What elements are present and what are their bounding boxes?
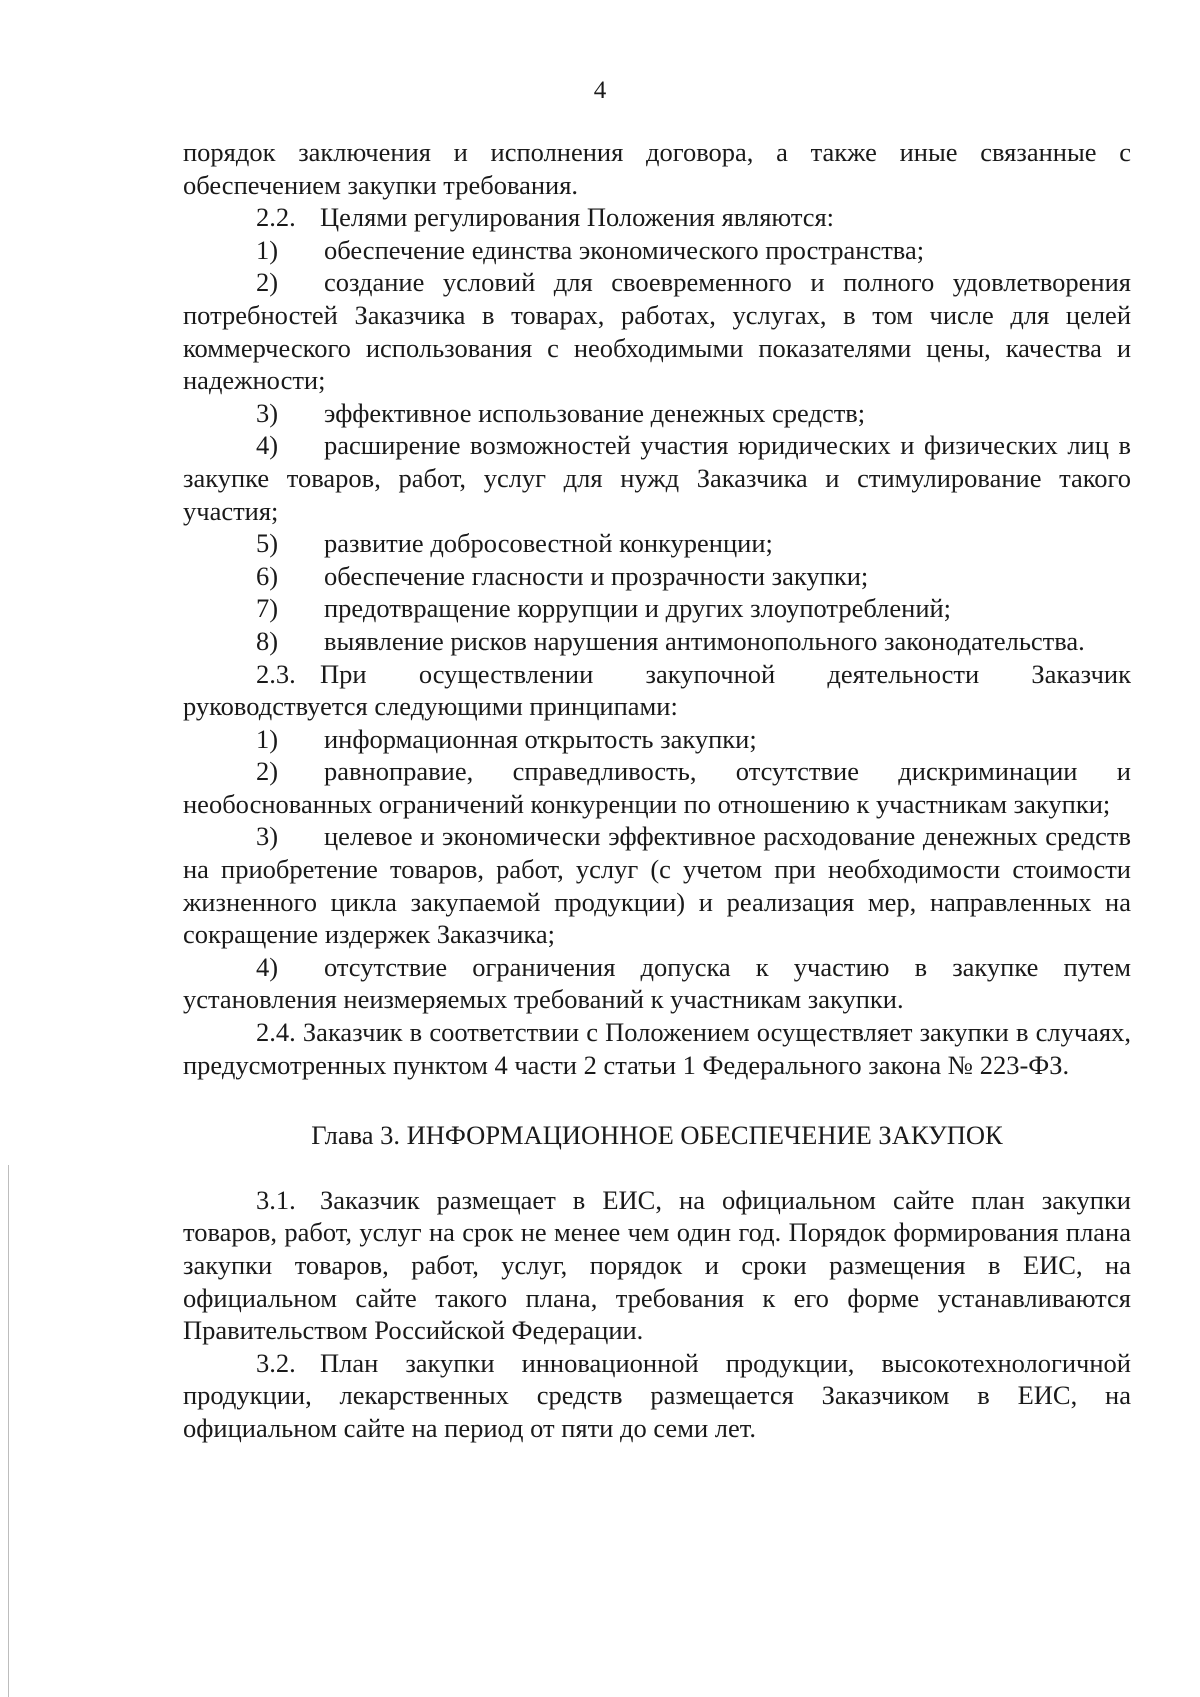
list-item-text: целевое и экономически эффективное расходование денежных средств на приобретение товаров, работ, услуг (с учетом при необходимости стоимости жизненного цикла закупаемой продукции) и реализация мер, направленных на сокращение издержек Заказчика; — [183, 821, 1131, 950]
list-item — [183, 560, 1131, 593]
list-item-text: эффективное использование денежных средств; — [324, 397, 866, 428]
chapter-title: Глава 3. ИНФОРМАЦИОННОЕ ОБЕСПЕЧЕНИЕ ЗАКУПОК — [311, 1120, 1003, 1151]
paragraph — [183, 1347, 1131, 1445]
page-number: 4 — [593, 77, 607, 104]
list-item-text: развитие добросовестной конкуренции; — [324, 528, 773, 559]
list-item-text: выявление рисков нарушения антимонопольного законодательства. — [324, 625, 1085, 656]
list-item-text: обеспечение гласности и прозрачности закупки; — [324, 560, 869, 591]
list-item-text: равноправие, справедливость, отсутствие дискриминации и необоснованных ограничений конкуренции по отношению к участникам закупки; — [183, 756, 1131, 819]
scan-edge-line — [8, 1165, 9, 1697]
list-item — [183, 755, 1131, 820]
paragraph-text: порядок заключения и исполнения договора, а также иные связанные с обеспечением закупки требования. — [183, 137, 1131, 200]
list-item-text: обеспечение единства экономического пространства; — [324, 234, 925, 265]
list-item-number: 1) — [256, 723, 279, 754]
list-item-number: 3) — [256, 397, 279, 428]
paragraph-text: План закупки инновационной продукции, высокотехнологичной продукции, лекарственных средств размещается Заказчиком в ЕИС, на официальном сайте на период от пяти до семи лет. — [183, 1347, 1131, 1443]
list-item-number: 8) — [256, 625, 279, 656]
list-item-number: 6) — [256, 560, 279, 591]
list-item-number: 5) — [256, 528, 279, 559]
list-item-text: отсутствие ограничения допуска к участию в закупке путем установления неизмеряемых требований к участникам закупки. — [183, 951, 1131, 1015]
paragraph — [183, 658, 1131, 723]
list-item-text: расширение возможностей участия юридических и физических лиц в закупке товаров, работ, услуг для нужд Заказчика и стимулирование такого участия; — [183, 430, 1131, 526]
list-item-text: создание условий для своевременного и полного удовлетворения потребностей Заказчика в товарах, работах, услугах, в том числе для целей коммерческого использования с необходимыми показателями цены, качества и надежности; — [183, 267, 1131, 396]
list-item-number: 3) — [256, 821, 279, 852]
list-item-number: 2) — [256, 267, 279, 298]
list-item — [183, 266, 1131, 396]
document-body — [183, 136, 1131, 1445]
paragraph — [183, 136, 1131, 201]
paragraph-text: При осуществлении закупочной деятельности Заказчик руководствуется следующими принципами: — [183, 658, 1131, 722]
list-item-number: 2) — [256, 756, 279, 787]
list-item — [183, 429, 1131, 527]
list-item-number: 4) — [256, 430, 279, 461]
list-item — [183, 820, 1131, 950]
paragraph — [183, 1184, 1131, 1347]
list-item — [183, 723, 1131, 756]
paragraph-text: 2.4. Заказчик в соответствии с Положением осуществляет закупки в случаях, предусмотренных пунктом 4 части 2 статьи 1 Федерального закона № 223-ФЗ. — [183, 1017, 1131, 1080]
list-item — [183, 625, 1131, 658]
paragraph-text: Заказчик размещает в ЕИС, на официальном сайте план закупки товаров, работ, услуг на срок не менее чем один год. Порядок формирования плана закупки товаров, работ, услуг, порядок и сроки размещения в ЕИС, на официальном сайте такого плана, требования к его форме устанавливаются Правительством Российской Федерации. — [183, 1184, 1131, 1346]
paragraph — [183, 201, 1131, 234]
clause-number: 3.2. — [256, 1347, 296, 1378]
clause-number: 2.3. — [256, 658, 296, 689]
paragraph-text: Целями регулирования Положения являются: — [320, 202, 835, 233]
list-item — [183, 397, 1131, 430]
paragraph — [183, 1016, 1131, 1081]
list-item — [183, 951, 1131, 1016]
list-item — [183, 234, 1131, 267]
clause-number: 3.1. — [256, 1184, 296, 1215]
list-item-number: 7) — [256, 593, 279, 624]
list-item-number: 1) — [256, 234, 279, 265]
clause-number: 2.2. — [256, 202, 296, 233]
list-item — [183, 592, 1131, 625]
list-item-text: информационная открытость закупки; — [324, 723, 757, 754]
list-item-text: предотвращение коррупции и других злоупотреблений; — [324, 593, 952, 624]
list-item-number: 4) — [256, 951, 279, 982]
list-item — [183, 527, 1131, 560]
